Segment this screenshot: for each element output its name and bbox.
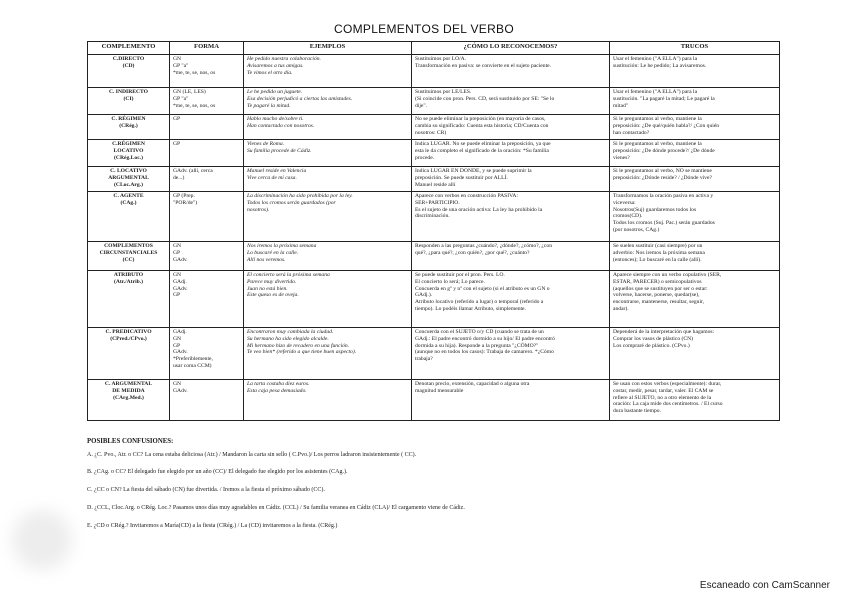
cell-reconocemos [412, 328, 610, 380]
cell-line: mitad" [613, 102, 629, 109]
cell-line: C.RÉGIMEN [112, 141, 145, 147]
cell-line: (aunque no en todos los casos): Trabaja de camarero. *¿Cómo [415, 349, 554, 356]
cell-trucos [610, 55, 780, 88]
cell-trucos [610, 167, 780, 192]
header-trucos: TRUCOS [610, 42, 780, 55]
cell-line: vienes? [613, 154, 630, 161]
cell-line: Allí nos veremos. [247, 256, 286, 263]
cell-line: preposición: ¿Dónde reside? / ¿Dónde vive? [613, 174, 712, 181]
cell-line: (CRég.Loc.) [114, 154, 143, 161]
table-row [88, 271, 780, 328]
cell-forma [170, 167, 244, 192]
cell-line: nosotros). [247, 206, 270, 213]
cell-complemento [88, 380, 170, 421]
cell-line: GP [173, 141, 181, 147]
cell-line: GP (Prep. [173, 193, 195, 199]
cell-line: (CC) [122, 256, 135, 263]
cell-line: dura bastante tiempo. [613, 408, 661, 415]
cell-line: La discriminación ha sido prohibida por la ley. [247, 193, 353, 199]
cell-trucos [610, 380, 780, 421]
cell-line: (CD) [122, 62, 135, 69]
cell-ejemplos [244, 140, 412, 167]
cell-line: encontrarse, mantenerse, resultar, seguir, [613, 299, 705, 306]
cell-line: Vienes de Roma. [247, 141, 285, 147]
cell-line: GP [173, 292, 181, 299]
cell-line: preposición: ¿De qué/quién habla?/ ¿Con quién [613, 122, 720, 129]
cell-line: GP [173, 249, 181, 256]
cell-ejemplos [244, 380, 412, 421]
cell-trucos [610, 115, 780, 140]
confusion-line: D. ¿CCL, Cloc.Arg. o CRég. Loc.? Pasamos unos días muy agradables en Cádiz. (CCL) / Su familia veranea en Cádiz (CLA)/ El cargamento viene de Cádiz. [87, 505, 465, 511]
cell-line: (CI) [123, 95, 134, 102]
cell-line: Nosotros(Suj) guardaremos todos los [613, 206, 697, 213]
cell-line: GP "a" [173, 95, 189, 102]
cell-forma [170, 271, 244, 328]
cell-line: han contactado? [613, 129, 650, 136]
cell-line: *me, te, se, nos, os [173, 69, 216, 76]
cell-line: Denotan precio, extensión, capacidad o alguna otra [415, 381, 530, 387]
cell-reconocemos [412, 271, 610, 328]
cell-line: sustitución. "La pagaré la mitad; Le pagaré la [613, 95, 715, 102]
cell-line: *me, te, se, nos, os [173, 102, 216, 109]
cell-line: C. PREDICATIVO [105, 329, 152, 335]
cell-line: trabaja? [415, 356, 433, 363]
table-row [88, 88, 780, 115]
cell-line: discriminación. [415, 213, 450, 220]
cell-reconocemos [412, 242, 610, 271]
cell-ejemplos [244, 167, 412, 192]
cell-line: El concierto será la próxima semana [247, 272, 330, 278]
cell-line: Esta caja pesa demasiado. [247, 387, 307, 394]
complements-table [87, 41, 780, 421]
cell-line: GAdv. [173, 349, 188, 356]
cell-line: cambia su significado: Cuenta esta historia; CD/Cuenta con [415, 122, 549, 129]
cell-line: Usar el femenino ("A ELLA") para la [613, 89, 698, 95]
cell-line: Te pagaré la mitad. [247, 102, 291, 109]
cell-line: C.DIRECTO [112, 56, 145, 62]
cell-line: La tarta costaba diez euros. [247, 381, 310, 387]
cell-ejemplos [244, 271, 412, 328]
cell-line: GN [173, 243, 182, 249]
table-row [88, 140, 780, 167]
cell-line: magnitud mensurable [415, 387, 464, 394]
cell-line: dije". [415, 102, 428, 109]
cell-line: andar). [613, 306, 629, 313]
cell-line: Indica LUGAR. No se puede eliminar la preposición, ya que [415, 141, 551, 147]
cell-line: Transformación en pasiva: se convierte en el sujeto paciente. [415, 62, 552, 69]
cell-line: GAdv. [173, 256, 188, 263]
table-row [88, 380, 780, 421]
header-reconocemos: ¿CÓMO LO RECONOCEMOS? [412, 42, 610, 55]
cell-complemento [88, 192, 170, 242]
cell-line: DE MEDIDA [112, 387, 145, 394]
table-row [88, 167, 780, 192]
cell-ejemplos [244, 115, 412, 140]
cell-line: SER+PARTICIPIO. [415, 199, 460, 206]
cell-line: Parece muy divertido. [247, 278, 297, 285]
cell-line: ATRIBUTO [113, 272, 144, 278]
cell-line: Lo buscaré en la calle. [247, 249, 299, 256]
cell-line: Se usan con estos verbos (especialmente): durar, [613, 381, 722, 387]
cell-line: de...) [173, 174, 185, 181]
cell-line: C. ARGUMENTAL [104, 381, 153, 387]
cell-trucos [610, 192, 780, 242]
cell-trucos [610, 271, 780, 328]
confusion-line: B. ¿CAg. o CC? El delegado fue elegido por un año (CC)/ El delegado fue elegido por los asistentes (CAg.). [87, 469, 348, 475]
cell-ejemplos [244, 55, 412, 88]
cell-line: Juan no está bien. [247, 285, 288, 292]
confusion-line: E. ¿CD o CRég.? Invitaremos a María(CD) a la fiesta (CRég.) / La (CD) invitaremos a la fiesta. (CRég.) [87, 523, 338, 529]
confusion-line: A. ¿C. Pvo., Atr. o CC? La cena estaba deliciosa (Atr.) / Mandaron la carta sin sello ( C.Pvo.)/ Los perros ladraron insistentemente ( CC). [87, 452, 417, 458]
cell-line: tiempo). Lo podéis llamar Atributo, simplemente. [415, 306, 526, 313]
cell-reconocemos [412, 380, 610, 421]
cell-line: (CPred./CPvo.) [110, 335, 147, 342]
cell-line: Le he pedido un juguete. [247, 89, 303, 95]
cell-forma [170, 55, 244, 88]
cell-line: GAdj.). [415, 292, 433, 299]
cell-complemento [88, 88, 170, 115]
cell-line: Se suelen sustituir (casi siempre) por un [613, 243, 703, 249]
cell-forma [170, 328, 244, 380]
cell-line: C. LOCATIVO [110, 168, 147, 174]
cell-line: oración: La caja mide dos centímetros. / El curso [613, 401, 723, 408]
cell-line: GAdj. [173, 329, 187, 335]
cell-line: Su hermano ha sido elegido alcalde. [247, 335, 329, 342]
cell-line: Los compraré de plástico. (CPvo.) [613, 342, 690, 349]
table-row [88, 115, 780, 140]
cell-line: C. RÉGIMEN [111, 116, 146, 122]
cell-line: (Atr./Atrib.) [114, 278, 143, 285]
cell-line: GAdj. [173, 278, 187, 285]
cell-line: Aparece siempre con un verbo copulativo (SER, [613, 272, 722, 278]
cell-forma [170, 192, 244, 242]
cell-line: qué?, ¿para qué?, ¿con quién?, ¿por qué?, ¿cuánto? [415, 249, 530, 256]
cell-line: Aparece con verbos en construcción PASIVA: [415, 193, 518, 199]
header-complemento: COMPLEMENTO [88, 42, 170, 55]
cell-line: GAdj.: El padre encontró dormido a su hijo/ El padre encontró [415, 335, 555, 342]
cell-line: Indica LUGAR EN DONDE, y se puede suprimir la [415, 168, 532, 174]
cell-line: sustitución: Le he pedido; La avisaremos. [613, 62, 707, 69]
document-title: COMPLEMENTOS DEL VERBO [334, 22, 514, 36]
cell-line: Esa decisión perjudicó a ciertas las amistades. [247, 95, 353, 102]
cell-line: usar coma CCM) [173, 363, 212, 370]
cell-line: Avisaremos a tus amigas. [247, 62, 304, 69]
cell-line: GN [173, 335, 182, 342]
cell-trucos [610, 140, 780, 167]
cell-line: Todos los cromos (Suj. Pac.) serán guardados [613, 220, 715, 227]
cell-line: Manuel reside allí [415, 181, 456, 188]
header-ejemplos: EJEMPLOS [244, 42, 412, 55]
cell-line: No se puede eliminar la preposición (en mayoría de casos, [415, 116, 546, 122]
cell-line: GN (LE, LES) [173, 89, 206, 95]
cell-line: Transformamos la oración pasiva en activa y [613, 193, 714, 199]
scan-smudge [12, 510, 72, 570]
cell-line: "POR/de") [173, 199, 198, 206]
cell-line: C. AGENTE [113, 193, 144, 199]
cell-reconocemos [412, 88, 610, 115]
cell-line: Usar el femenino ("A ELLA") para la [613, 56, 698, 62]
cell-forma [170, 380, 244, 421]
confusion-line: C. ¿CC o CN? La fiesta del sábado (CN) fue divertida. / Iremos a la fiesta el próximo sábado (CC). [87, 487, 325, 493]
cell-line: Si le preguntamos al verbo, mantiene la [613, 116, 702, 122]
scanner-watermark: Escaneado con CamScanner [699, 580, 830, 591]
cell-line: Han contactado con nosotros. [247, 122, 315, 129]
cell-line: COMPLEMENTOS [104, 243, 153, 249]
cell-line: Mi hermano hizo de recadero en una función. [247, 342, 350, 349]
cell-line: (por nosotros, CAg.) [613, 227, 660, 234]
cell-line: GP [173, 342, 181, 349]
cell-line: volverse, hacerse, ponerse, quedar(se), [613, 292, 700, 299]
cell-line: GAdv. [173, 285, 188, 292]
cell-line: (Si coincide con pron. Pers. CD, será sustituido por SE: "Se lo [415, 95, 555, 102]
cell-forma [170, 88, 244, 115]
cell-trucos [610, 88, 780, 115]
cell-line: *Preferiblemente, [173, 356, 213, 363]
cell-reconocemos [412, 192, 610, 242]
cell-complemento [88, 55, 170, 88]
cell-line: (CAg.) [120, 199, 137, 206]
cell-ejemplos [244, 328, 412, 380]
cell-line: C. INDIRECTO [108, 89, 149, 95]
cell-line: Se puede sustituir por el pron. Pers. LO. [415, 272, 505, 278]
cell-line: cromos(CD). [613, 213, 643, 220]
confusions-title: POSIBLES CONFUSIONES: [87, 438, 174, 445]
cell-trucos [610, 242, 780, 271]
cell-line: (entonces); Lo buscaré en la calle (allí). [613, 256, 702, 263]
cell-line: GP [173, 116, 181, 122]
cell-complemento [88, 328, 170, 380]
cell-line: Este queso es de oveja. [247, 292, 299, 299]
cell-line: Te vimos el otro día. [247, 69, 293, 76]
cell-line: esta le da completo el significado de la oración: *Su familia [415, 147, 549, 154]
table-row [88, 242, 780, 271]
cell-line: Concuerda en gº y nº con el sujeto (si el atributo es un GN o [415, 285, 550, 292]
cell-reconocemos [412, 55, 610, 88]
cell-line: preposición: ¿De dónde procede?/ ¿De dónde [613, 147, 715, 154]
cell-forma [170, 242, 244, 271]
cell-line: Hablo mucho de/sobre ti. [247, 116, 304, 122]
cell-line: Es el sujeto de una oración activa: La ley ha prohibido la [415, 206, 543, 213]
table-header-row [88, 42, 780, 55]
cell-complemento [88, 167, 170, 192]
cell-line: Encontraron muy cambiada la ciudad. [247, 329, 334, 335]
cell-reconocemos [412, 167, 610, 192]
cell-line: (CArg.Med.) [113, 394, 144, 401]
cell-line: adverbio: Nos iremos la próxima semana [613, 249, 705, 256]
table-row [88, 55, 780, 88]
cell-complemento [88, 271, 170, 328]
cell-line: dormida a su hija). Responde a la pregunta "¿CÓMO?" [415, 342, 539, 349]
table-row [88, 192, 780, 242]
cell-line: nosotros: CR) [415, 129, 447, 136]
cell-line: Su familia procede de Cádiz. [247, 147, 312, 154]
cell-line: Si le preguntamos al verbo, NO se mantiene [613, 168, 712, 174]
header-forma: FORMA [170, 42, 244, 55]
cell-line: costar, medir, pesar, tardar, valer. El CAM se [613, 387, 714, 394]
table-row [88, 328, 780, 380]
cell-ejemplos [244, 88, 412, 115]
cell-line: GN [173, 272, 182, 278]
cell-line: (aquellos que se sustituyen por ser o estar: [613, 285, 708, 292]
cell-line: refiere al SUJETO, no a otro elemento de la [613, 394, 712, 401]
cell-complemento [88, 115, 170, 140]
cell-line: ESTAR, PARECER) o semicopulativos [613, 278, 702, 285]
cell-line: GN [173, 381, 182, 387]
cell-line: Nos iremos la próxima semana [247, 243, 317, 249]
cell-line: El concierto lo será; Lo parece. [415, 278, 485, 285]
cell-line: Te veo bien* (referido a que tiene buen aspecto). [247, 349, 357, 356]
cell-complemento [88, 140, 170, 167]
cell-line: Si le preguntamos al verbo, mantiene la [613, 141, 702, 147]
cell-line: Manuel reside en Valencia [247, 168, 307, 174]
cell-line: Vive cerca de mi casa. [247, 174, 297, 181]
cell-line: preposición. Se puede sustituir por ALLÍ. [415, 174, 508, 181]
cell-line: ARGUMENTAL [108, 174, 149, 181]
cell-line: GN [173, 56, 182, 62]
cell-line: Sustituimos por LO/A. [415, 56, 467, 62]
cell-reconocemos [412, 115, 610, 140]
cell-line: (CRég.) [119, 122, 138, 129]
cell-line: viceversa: [613, 199, 636, 206]
cell-line: Comprar los vasos de plástico (CN) [613, 335, 694, 342]
cell-line: Todos los cromos serán guardados (por [247, 199, 336, 206]
cell-line: CIRCUNSTANCIALES [99, 249, 158, 256]
cell-line: He pedido nuestra colaboración. [247, 56, 321, 62]
cell-line: procede. [415, 154, 435, 161]
cell-line: Sustituimos por LE/LES. [415, 89, 472, 95]
cell-line: GP "a" [173, 62, 189, 69]
cell-line: LOCATIVO [113, 147, 144, 154]
cell-line: GAdv. (allí, cerca [173, 168, 213, 174]
cell-line: Dependerá de la interpretación que hagamos: [613, 329, 715, 335]
cell-forma [170, 140, 244, 167]
cell-ejemplos [244, 192, 412, 242]
cell-complemento [88, 242, 170, 271]
cell-ejemplos [244, 242, 412, 271]
cell-line: Concuerda con el SUJETO o/y CD (cuando se trata de un [415, 329, 544, 335]
cell-forma [170, 115, 244, 140]
cell-line: Atributo locativo (referido a lugar) o temporal (referido a [415, 299, 544, 306]
cell-reconocemos [412, 140, 610, 167]
cell-line: Responden a las preguntas ¿cuándo?, ¿dónde?, ¿cómo?, ¿con [415, 243, 552, 249]
cell-trucos [610, 328, 780, 380]
cell-line: (CLoc.Arg.) [114, 181, 143, 188]
cell-line: GAdv. [173, 387, 188, 394]
